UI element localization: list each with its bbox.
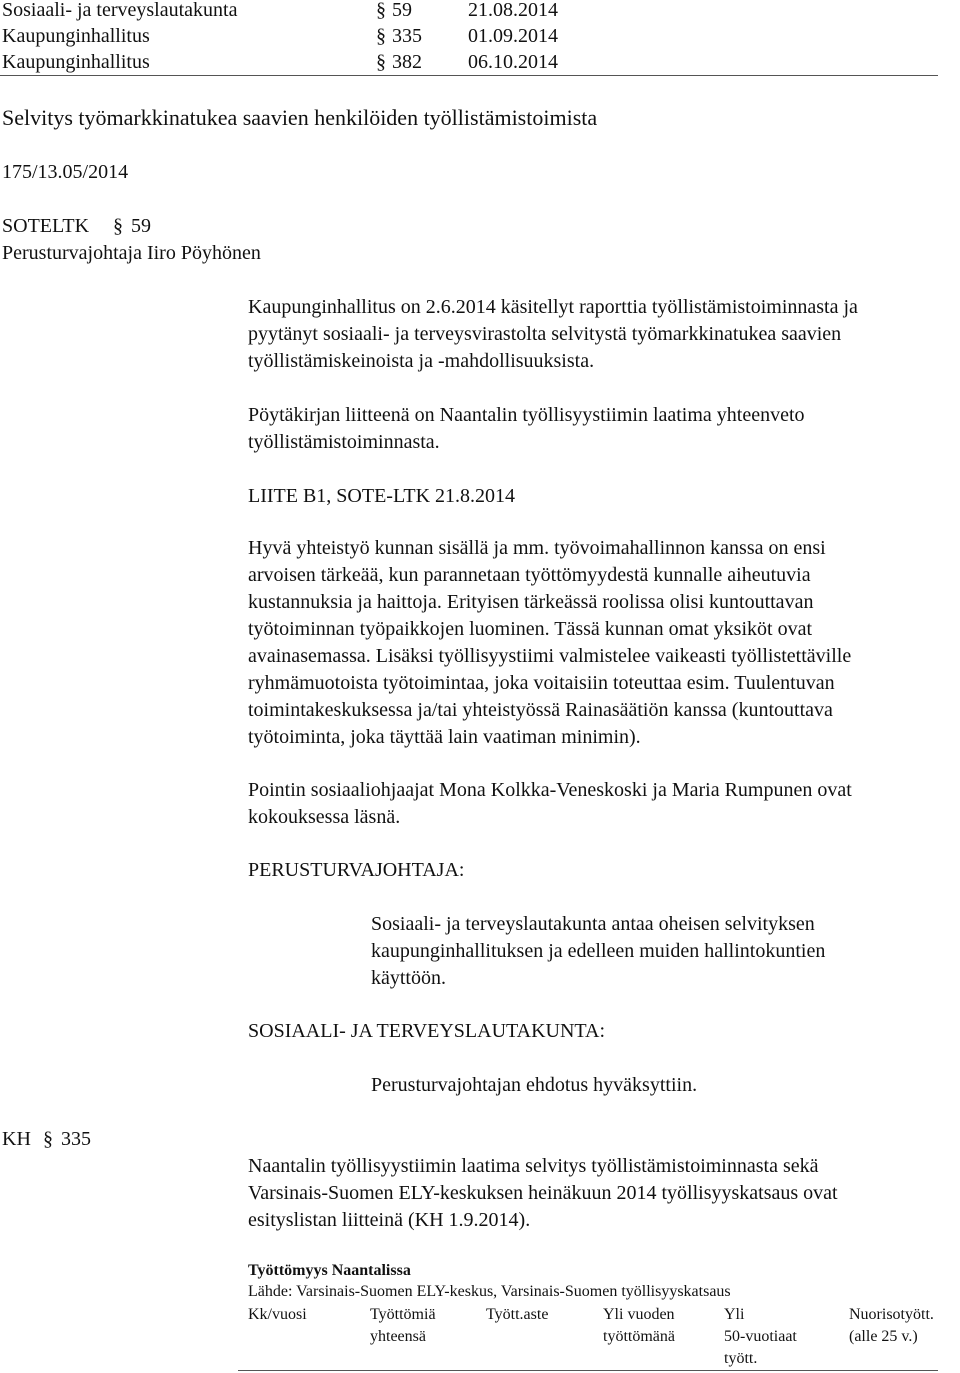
paragraph-line: työllistämistoiminnasta. [248,431,440,453]
header-row [2,23,150,50]
section-sign: § [376,25,386,47]
kh-line: esityslistan liitteinä (KH 1.9.2014). [248,1209,531,1231]
paragraph-line: työtoiminta, joka täyttää lain vaatiman minimin). [248,726,641,748]
table-column-header: Tyött.aste [486,1306,549,1323]
decision-text: Perusturvajohtajan ehdotus hyväksyttiin. [371,1074,698,1096]
paragraph-line: ryhmämuotoista työtoimintaa, joka voitaisiin toteuttaa esim. Tuulentuvan [248,672,835,694]
proposal-line: käyttöön. [371,967,446,989]
header-number: 59 [392,0,412,21]
paragraph-line: Kaupunginhallitus on 2.6.2014 käsitellyt raporttia työllistämistoiminnasta ja [248,296,858,318]
paragraph-line: työllistämiskeinoista ja -mahdollisuuksista. [248,350,595,372]
header-date: 01.09.2014 [468,25,558,47]
header-number: 335 [392,25,422,47]
kh-label: KH [2,1128,31,1150]
proposal-heading: PERUSTURVAJOHTAJA: [248,859,465,881]
table-divider [238,1370,938,1371]
header-number: 382 [392,51,422,73]
paragraph-line: Pointin sosiaaliohjaajat Mona Kolkka-Veneskoski ja Maria Rumpunen ovat [248,779,852,801]
table-column-header: Yli vuoden työttömänä [603,1306,675,1345]
kh-number: 335 [61,1128,91,1150]
paragraph-line: Pöytäkirjan liitteenä on Naantalin työllisyystiimin laatima yhteenveto [248,404,805,426]
table-title: Työttömyys Naantalissa [248,1262,411,1279]
preparer: Perusturvajohtaja Iiro Pöyhönen [2,242,261,264]
section-sign: § [113,215,123,237]
table-column-header: Yli 50-vuotiaat tyött. [724,1306,797,1367]
header-body: Kaupunginhallitus [2,25,150,47]
section-sign: § [376,0,386,21]
header-divider [0,75,938,76]
header-row [2,49,150,76]
paragraph-line: työtoiminnan työpaikkojen luominen. Tässä kunnan omat yksiköt ovat [248,618,813,640]
paragraph-line: pyytänyt sosiaali- ja terveysvirastolta selvitystä työmarkkinatukea saavien [248,323,842,345]
paragraph-line: Hyvä yhteistyö kunnan sisällä ja mm. työvoimahallinnon kanssa on ensi [248,537,826,559]
document-title: Selvitys työmarkkinatukea saavien henkilöiden työllistämistoimista [2,105,598,130]
proposal-line: kaupunginhallituksen ja edelleen muiden hallintokuntien [371,940,826,962]
paragraph-line: avainasemassa. Lisäksi työllisyystiimi valmistelee vaikeasti työllistettäville [248,645,852,667]
header-date: 21.08.2014 [468,0,558,21]
paragraph-line: arvoisen tärkeää, kun parannetaan työttömyydestä kunnalle aiheutuvia [248,564,811,586]
table-column-header: Nuorisotyött. (alle 25 v.) [849,1306,934,1345]
decision-heading: SOSIAALI- JA TERVEYSLAUTAKUNTA: [248,1020,606,1042]
paragraph-line: kokouksessa läsnä. [248,806,401,828]
sotel-number: 59 [131,215,151,237]
attachment-ref: LIITE B1, SOTE-LTK 21.8.2014 [248,485,516,507]
header-body: Sosiaali- ja terveyslautakunta [2,0,238,21]
header-row [2,0,237,24]
kh-line: Varsinais-Suomen ELY-keskuksen heinäkuun 2014 työllisyyskatsaus ovat [248,1182,838,1204]
proposal-line: Sosiaali- ja terveyslautakunta antaa oheisen selvityksen [371,913,815,935]
table-column-header: Työttömiä yhteensä [370,1306,436,1345]
reference-number: 175/13.05/2014 [2,161,129,183]
header-date: 06.10.2014 [468,51,558,73]
section-sign: § [43,1128,53,1150]
kh-line: Naantalin työllisyystiimin laatima selvitys työllistämistoiminnasta sekä [248,1155,819,1177]
paragraph-line: kustannuksia ja haittoja. Erityisen tärkeässä roolissa olisi kuntouttavan [248,591,814,613]
paragraph-line: toimintakeskuksessa ja/tai yhteistyössä Rainasäätiön kanssa (kuntouttava [248,699,833,721]
table-column-header: Kk/vuosi [248,1306,307,1323]
table-source: Lähde: Varsinais-Suomen ELY-keskus, Varsinais-Suomen työllisyyskatsaus [248,1283,731,1300]
header-body: Kaupunginhallitus [2,51,150,73]
sotel-label: SOTELTK [2,215,90,237]
section-sign: § [376,51,386,73]
